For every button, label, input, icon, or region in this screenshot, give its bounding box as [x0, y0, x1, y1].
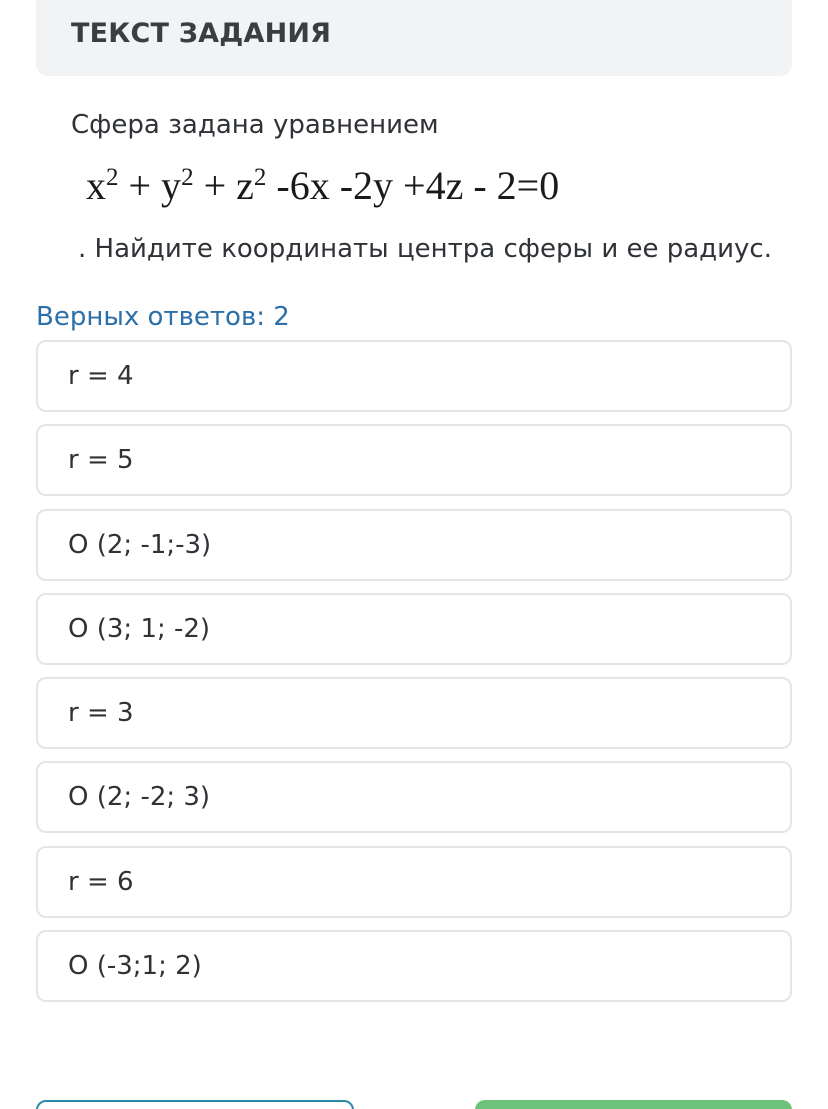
sphere-equation — [86, 162, 559, 209]
answer-option-label: r = 6 — [68, 866, 134, 897]
answer-options-list — [36, 340, 792, 1014]
answer-option-5[interactable] — [36, 677, 792, 749]
answer-option-label: О (2; -1;-3) — [68, 529, 212, 560]
answer-option-label: О (-3;1; 2) — [68, 951, 202, 982]
equation-z-exponent: 2 — [253, 164, 267, 191]
equation-rest: -6x -2y +4z - 2=0 — [266, 163, 560, 208]
answer-option-7[interactable] — [36, 846, 792, 918]
answer-option-6[interactable] — [36, 761, 792, 833]
answer-option-label: r = 4 — [68, 361, 134, 391]
task-header — [36, 0, 792, 76]
answer-option-8[interactable] — [36, 930, 792, 1002]
answer-option-label: О (3; 1; -2) — [68, 613, 211, 644]
answer-option-4[interactable] — [36, 593, 792, 665]
answer-option-1[interactable] — [36, 340, 792, 412]
correct-answers-count: Верных ответов: 2 — [36, 302, 290, 332]
back-button[interactable] — [36, 1100, 354, 1109]
equation-y-exponent: 2 — [181, 164, 194, 191]
task-header-title: ТЕКСТ ЗАДАНИЯ — [71, 18, 332, 49]
task-question-text: . Найдите координаты центра сферы и ее радиус. — [78, 234, 772, 264]
equation-x-exponent: 2 — [106, 164, 119, 191]
answer-option-3[interactable] — [36, 509, 792, 581]
answer-option-label: О (2; -2; 3) — [68, 782, 211, 813]
equation-x: x — [86, 163, 106, 208]
answer-option-2[interactable] — [36, 424, 792, 496]
answer-option-label: r = 3 — [68, 698, 134, 729]
next-button[interactable] — [475, 1100, 792, 1109]
task-intro-text: Сфера задана уравнением — [71, 110, 439, 140]
answer-option-label: r = 5 — [68, 445, 134, 476]
equation-z: + z — [193, 163, 254, 208]
equation-y: + y — [118, 163, 182, 208]
